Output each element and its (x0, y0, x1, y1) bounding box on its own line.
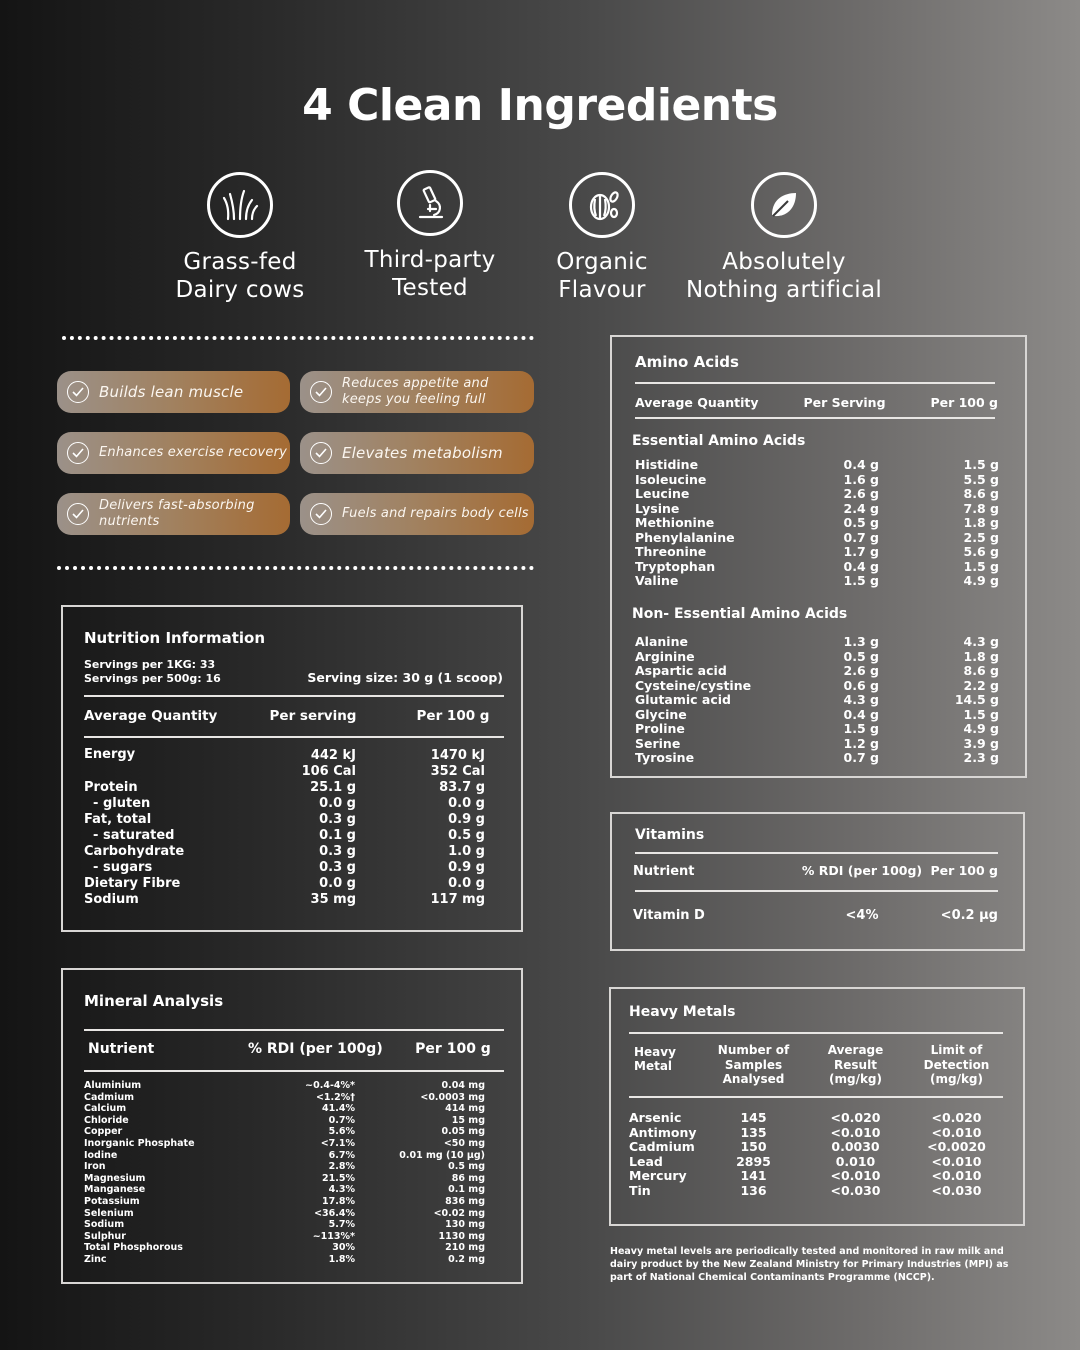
rdi-value: 41.4% (322, 1103, 355, 1115)
per-100g-value: 5.5 g (963, 471, 999, 487)
serving-size: Serving size: 30 g (1 scoop) (307, 670, 503, 685)
per-100g-value: 0.0 g (448, 876, 485, 891)
rdi-value: 5.7% (328, 1219, 355, 1231)
table-row (84, 1184, 485, 1196)
per-100g-value: 0.0 g (448, 796, 485, 811)
per-serving-value: 0.3 g (319, 844, 356, 859)
benefit-text: Builds lean muscle (99, 383, 244, 401)
col-header-rdi: % RDI (per 100g) (801, 863, 923, 878)
limit-value: <0.020 (931, 1110, 982, 1125)
rdi-value: <36.4% (314, 1207, 355, 1219)
benefit-pill (300, 371, 534, 413)
rdi-value: 6.7% (328, 1149, 355, 1161)
per-100g-value: <50 mg (443, 1137, 485, 1149)
vitamin-name: Vitamin D (633, 908, 705, 923)
amino-name: Valine (635, 573, 679, 588)
table-row (84, 1080, 485, 1092)
mineral-name: Chloride (84, 1114, 129, 1126)
energy-per100-cal: 352 Cal (430, 764, 485, 779)
table-row (635, 502, 999, 517)
nutrient-name: - sugars (84, 860, 153, 875)
per-serving-value: 4.3 g (843, 692, 879, 707)
rule (635, 852, 998, 854)
per-100g-value: 14.5 g (954, 692, 999, 707)
per-serving-value: 0.5 g (843, 515, 879, 530)
table-row (635, 531, 999, 546)
col-header-per100: Per 100 g (930, 395, 998, 410)
table-row (635, 708, 999, 723)
benefit-pill (57, 371, 290, 413)
col-header-samples: Number of Samples Analysed (717, 1043, 790, 1086)
amino-name: Isoleucine (635, 471, 707, 487)
benefit-pill (57, 432, 290, 474)
table-row (84, 780, 485, 796)
nutrient-name: - saturated (84, 828, 175, 843)
average-value: 0.010 (835, 1153, 876, 1169)
amino-name: Lysine (635, 500, 680, 516)
metal-name: Arsenic (629, 1110, 682, 1125)
feature-label: Third-party Tested (364, 247, 496, 301)
mineral-rows (84, 1080, 485, 1266)
nonessential-rows (635, 635, 999, 766)
metal-name: Lead (629, 1153, 663, 1169)
check-icon (67, 381, 89, 403)
table-row (84, 812, 485, 828)
table-row (635, 650, 999, 665)
energy-serving-cal: 106 Cal (301, 764, 356, 779)
table-row (629, 1155, 1003, 1170)
servings-500g: Servings per 500g: 16 (84, 672, 221, 685)
table-row (84, 1208, 485, 1220)
benefit-text: Elevates metabolism (342, 444, 503, 462)
col-header-nutrient: Nutrient (633, 864, 695, 879)
rule (635, 890, 998, 892)
mineral-name: Iron (84, 1161, 106, 1173)
microscope-icon (397, 170, 463, 236)
table-row (629, 1111, 1003, 1126)
per-serving-value: 1.5 g (843, 573, 879, 588)
divider-bottom (57, 566, 534, 570)
per-serving-value: 0.3 g (319, 860, 356, 875)
nutrition-panel (61, 605, 523, 932)
rdi-value: <7.1% (320, 1137, 355, 1149)
rdi-value: ~0.4-4%* (305, 1080, 355, 1091)
energy-per100-kj: 1470 kJ (430, 748, 485, 763)
amino-name: Tyrosine (635, 750, 695, 765)
per-100g-value: 4.9 g (963, 721, 999, 736)
benefit-text: Enhances exercise recovery (99, 445, 288, 460)
per-100g-value: 8.6 g (963, 663, 999, 678)
amino-name: Phenylalanine (635, 529, 735, 545)
per-100g-value: 0.5 g (448, 828, 485, 843)
nutrient-name: - gluten (84, 796, 151, 811)
per-serving-value: 0.7 g (843, 529, 879, 545)
table-row (84, 796, 485, 812)
vitamin-per100: <0.2 µg (940, 908, 998, 923)
table-row (635, 545, 999, 560)
rdi-value: 21.5% (322, 1172, 355, 1184)
table-row (84, 844, 485, 860)
heavy-metal-rows (629, 1111, 1003, 1199)
per-serving-value: 1.2 g (843, 735, 879, 751)
col-header-average: Average Result (mg/kg) (827, 1043, 884, 1086)
table-row (84, 1138, 485, 1150)
col-header-per100: Per 100 g (930, 863, 998, 878)
samples-value: 135 (740, 1124, 767, 1140)
amino-name: Glutamic acid (635, 692, 732, 707)
rdi-value: 4.3% (328, 1184, 355, 1196)
benefit-text: Fuels and repairs body cells (342, 506, 529, 521)
per-100g-value: 1.5 g (963, 706, 999, 722)
nutrient-name: Dietary Fibre (84, 876, 181, 891)
table-row (635, 560, 999, 575)
per-serving-value: 0.0 g (319, 876, 356, 891)
rule (84, 1070, 504, 1072)
table-row (635, 635, 999, 650)
per-serving-value: 0.7 g (843, 750, 879, 765)
rdi-value: 17.8% (322, 1195, 355, 1207)
nonessential-title: Non- Essential Amino Acids (632, 606, 848, 622)
cacao-icon (569, 172, 635, 238)
amino-name: Alanine (635, 634, 688, 649)
mineral-name: Iodine (84, 1149, 118, 1161)
leaf-icon (751, 172, 817, 238)
rdi-value: 5.6% (328, 1126, 355, 1138)
table-row (84, 1092, 485, 1104)
amino-panel (610, 335, 1027, 778)
col-header-limit: Limit of Detection (mg/kg) (923, 1043, 990, 1086)
per-serving-value: 1.5 g (843, 721, 879, 736)
amino-name: Tryptophan (635, 558, 716, 574)
rdi-value: ~113%* (312, 1230, 355, 1242)
table-row (84, 1150, 485, 1162)
essential-title: Essential Amino Acids (632, 433, 806, 449)
col-header-quantity: Average Quantity (84, 708, 218, 724)
check-icon (67, 503, 89, 525)
per-100g-value: 117 mg (430, 892, 485, 907)
feature-nothing-artificial (674, 172, 894, 304)
per-serving-value: 2.6 g (843, 663, 879, 678)
table-row (84, 1219, 485, 1231)
amino-name: Aspartic acid (635, 663, 727, 678)
check-icon (310, 381, 332, 403)
table-row (635, 679, 999, 694)
vitamins-panel (610, 812, 1025, 951)
per-100g-value: 3.9 g (963, 735, 999, 751)
table-row (635, 751, 999, 766)
per-serving-value: 0.3 g (319, 812, 356, 827)
table-row (635, 516, 999, 531)
benefit-pill (57, 493, 290, 535)
per-100g-value: 414 mg (445, 1103, 485, 1115)
mineral-name: Inorganic Phosphate (84, 1137, 195, 1149)
table-row (629, 1126, 1003, 1141)
per-serving-value: 25.1 g (310, 780, 356, 795)
col-header-metal: Heavy Metal (634, 1045, 676, 1073)
table-row (84, 1254, 485, 1266)
feature-label: Grass-fed Dairy cows (175, 249, 305, 303)
benefit-pill (300, 432, 534, 474)
per-serving-value: 1.7 g (843, 544, 879, 559)
per-100g-value: 0.9 g (448, 812, 485, 827)
nutrition-rows (84, 780, 485, 908)
samples-value: 150 (740, 1139, 767, 1155)
per-100g-value: <0.0003 mg (420, 1091, 485, 1103)
benefit-text: Delivers fast-absorbing nutrients (99, 498, 255, 529)
per-serving-value: 0.4 g (843, 706, 879, 722)
amino-title: Amino Acids (635, 353, 739, 371)
per-serving-value: 35 mg (310, 892, 356, 907)
divider-top (62, 336, 534, 340)
rdi-value: <1.2%† (315, 1091, 355, 1103)
table-row (84, 860, 485, 876)
per-100g-value: 1130 mg (438, 1230, 485, 1242)
feature-label: Organic Flavour (556, 249, 648, 303)
page-title: 4 Clean Ingredients (302, 80, 778, 131)
mineral-name: Magnesium (84, 1172, 146, 1184)
per-100g-value: 0.9 g (448, 860, 485, 875)
col-header-serving: Per serving (269, 708, 357, 724)
samples-value: 2895 (736, 1153, 771, 1169)
rule (635, 417, 995, 419)
metal-name: Cadmium (629, 1139, 695, 1155)
col-header-quantity: Average Quantity (635, 395, 759, 410)
per-serving-value: 0.6 g (843, 677, 879, 693)
limit-value: <0.010 (931, 1153, 982, 1169)
benefit-text: Reduces appetite and keeps you feeling full (342, 376, 489, 407)
essential-rows (635, 458, 999, 589)
mineral-name: Sodium (84, 1219, 125, 1231)
amino-name: Threonine (635, 544, 707, 559)
feature-grass-fed (130, 172, 350, 304)
rule (84, 1029, 504, 1031)
per-serving-value: 0.0 g (319, 796, 356, 811)
benefit-pill (300, 493, 534, 535)
mineral-name: Potassium (84, 1195, 140, 1207)
table-row (629, 1169, 1003, 1184)
heavy-metals-title: Heavy Metals (629, 1004, 736, 1020)
mineral-name: Copper (84, 1126, 123, 1138)
nutrient-name: Protein (84, 780, 138, 795)
per-100g-value: 2.5 g (963, 529, 999, 545)
per-100g-value: 1.0 g (448, 844, 485, 859)
rule (635, 382, 995, 384)
table-row (84, 1115, 485, 1127)
table-row (84, 876, 485, 892)
per-serving-value: 0.4 g (843, 558, 879, 574)
per-100g-value: 0.04 mg (441, 1080, 485, 1091)
table-row (635, 737, 999, 752)
average-value: <0.010 (830, 1168, 881, 1184)
nutrient-name: Sodium (84, 892, 139, 907)
table-row (635, 473, 999, 488)
average-value: <0.010 (830, 1124, 881, 1140)
nutrient-name: Fat, total (84, 812, 152, 827)
amino-name: Histidine (635, 457, 699, 472)
limit-value: <0.010 (931, 1168, 982, 1184)
per-100g-value: <0.02 mg (433, 1207, 485, 1219)
amino-name: Arginine (635, 648, 695, 664)
per-100g-value: 1.5 g (963, 558, 999, 574)
per-100g-value: 4.9 g (963, 573, 999, 588)
col-header-rdi: % RDI (per 100g) (248, 1041, 383, 1057)
energy-label: Energy (84, 747, 136, 762)
metal-name: Mercury (629, 1168, 687, 1184)
rdi-value: 2.8% (328, 1161, 355, 1173)
mineral-name: Total Phosphorous (84, 1242, 183, 1254)
samples-value: 145 (740, 1110, 767, 1125)
average-value: 0.0030 (831, 1139, 880, 1155)
per-100g-value: 7.8 g (963, 500, 999, 516)
average-value: <0.020 (830, 1110, 881, 1125)
feature-label: Absolutely Nothing artificial (685, 249, 883, 303)
limit-value: <0.0020 (927, 1139, 986, 1155)
per-100g-value: 0.01 mg (10 µg) (399, 1149, 485, 1161)
table-row (84, 1126, 485, 1138)
mineral-name: Cadmium (84, 1091, 135, 1103)
per-100g-value: 5.6 g (963, 544, 999, 559)
per-100g-value: 0.2 mg (448, 1253, 485, 1265)
rdi-value: 0.7% (328, 1114, 355, 1126)
mineral-title: Mineral Analysis (84, 992, 224, 1010)
per-100g-value: 8.6 g (963, 486, 999, 501)
rule (84, 736, 504, 738)
col-header-per100: Per 100 g (415, 1041, 491, 1057)
vitamin-rdi: <4% (845, 908, 879, 923)
per-100g-value: 1.8 g (963, 515, 999, 530)
grass-icon (207, 172, 273, 238)
samples-value: 136 (740, 1182, 767, 1198)
per-serving-value: 1.6 g (843, 471, 879, 487)
per-100g-value: 1.8 g (963, 648, 999, 664)
per-100g-value: 83.7 g (439, 780, 485, 795)
per-100g-value: 130 mg (445, 1219, 485, 1231)
per-100g-value: 86 mg (451, 1172, 485, 1184)
amino-name: Methionine (635, 515, 715, 530)
nutrition-title: Nutrition Information (84, 629, 265, 647)
col-header-serving: Per Serving (803, 395, 886, 410)
per-serving-value: 1.3 g (843, 634, 879, 649)
nutrient-name: Carbohydrate (84, 844, 185, 859)
per-serving-value: 0.5 g (843, 648, 879, 664)
amino-name: Proline (635, 721, 685, 736)
table-row (629, 1140, 1003, 1155)
mineral-name: Aluminium (84, 1080, 142, 1091)
per-100g-value: 0.05 mg (441, 1126, 485, 1138)
check-icon (310, 503, 332, 525)
rule (629, 1032, 1003, 1034)
mineral-name: Sulphur (84, 1230, 126, 1242)
per-100g-value: 2.3 g (963, 750, 999, 765)
samples-value: 141 (740, 1168, 767, 1184)
amino-name: Glycine (635, 706, 687, 722)
mineral-name: Zinc (84, 1253, 107, 1265)
table-row (635, 664, 999, 679)
heavy-metals-panel (609, 987, 1025, 1226)
rdi-value: 30% (332, 1242, 355, 1254)
amino-name: Cysteine/cystine (635, 677, 752, 693)
amino-name: Leucine (635, 486, 690, 501)
mineral-name: Manganese (84, 1184, 146, 1196)
col-header-nutrient: Nutrient (88, 1041, 155, 1057)
vitamins-title: Vitamins (635, 827, 705, 843)
table-row (84, 1173, 485, 1185)
col-header-per100: Per 100 g (416, 708, 490, 724)
table-row (84, 828, 485, 844)
servings-1kg: Servings per 1KG: 33 (84, 658, 216, 671)
per-100g-value: 4.3 g (963, 634, 999, 649)
mineral-name: Calcium (84, 1103, 127, 1115)
per-serving-value: 0.4 g (843, 457, 879, 472)
mineral-panel (61, 968, 523, 1284)
limit-value: <0.010 (931, 1124, 982, 1140)
table-row (635, 487, 999, 502)
table-row (629, 1184, 1003, 1199)
table-row (635, 693, 999, 708)
metal-name: Antimony (629, 1124, 697, 1140)
per-serving-value: 2.6 g (843, 486, 879, 501)
table-row (84, 892, 485, 908)
rule (629, 1096, 1003, 1098)
per-serving-value: 2.4 g (843, 500, 879, 516)
per-100g-value: 1.5 g (963, 457, 999, 472)
amino-name: Serine (635, 735, 681, 751)
rdi-value: 1.8% (328, 1253, 355, 1265)
table-row (84, 1103, 485, 1115)
energy-serving-kj: 442 kJ (310, 748, 356, 763)
per-100g-value: 210 mg (445, 1242, 485, 1254)
check-icon (67, 442, 89, 464)
check-icon (310, 442, 332, 464)
limit-value: <0.030 (931, 1182, 982, 1198)
mineral-name: Selenium (84, 1207, 134, 1219)
per-100g-value: 0.1 mg (448, 1184, 485, 1196)
table-row (84, 1231, 485, 1243)
per-100g-value: 0.5 mg (448, 1161, 485, 1173)
table-row (635, 574, 999, 589)
heavy-metals-footnote: Heavy metal levels are periodically tested and monitored in raw milk and dairy product by the New Zealand Ministry for Primary Industries (MPI) as part of National Chemical Contaminants Programme (NCCP). (610, 1246, 1009, 1283)
table-row (84, 1242, 485, 1254)
average-value: <0.030 (830, 1182, 881, 1198)
per-serving-value: 0.1 g (319, 828, 356, 843)
table-row (84, 1161, 485, 1173)
per-100g-value: 15 mg (451, 1114, 485, 1126)
per-100g-value: 836 mg (445, 1195, 485, 1207)
rule (84, 695, 504, 697)
table-row (635, 458, 999, 473)
per-100g-value: 2.2 g (963, 677, 999, 693)
table-row (84, 1196, 485, 1208)
table-row (635, 722, 999, 737)
metal-name: Tin (629, 1182, 651, 1198)
